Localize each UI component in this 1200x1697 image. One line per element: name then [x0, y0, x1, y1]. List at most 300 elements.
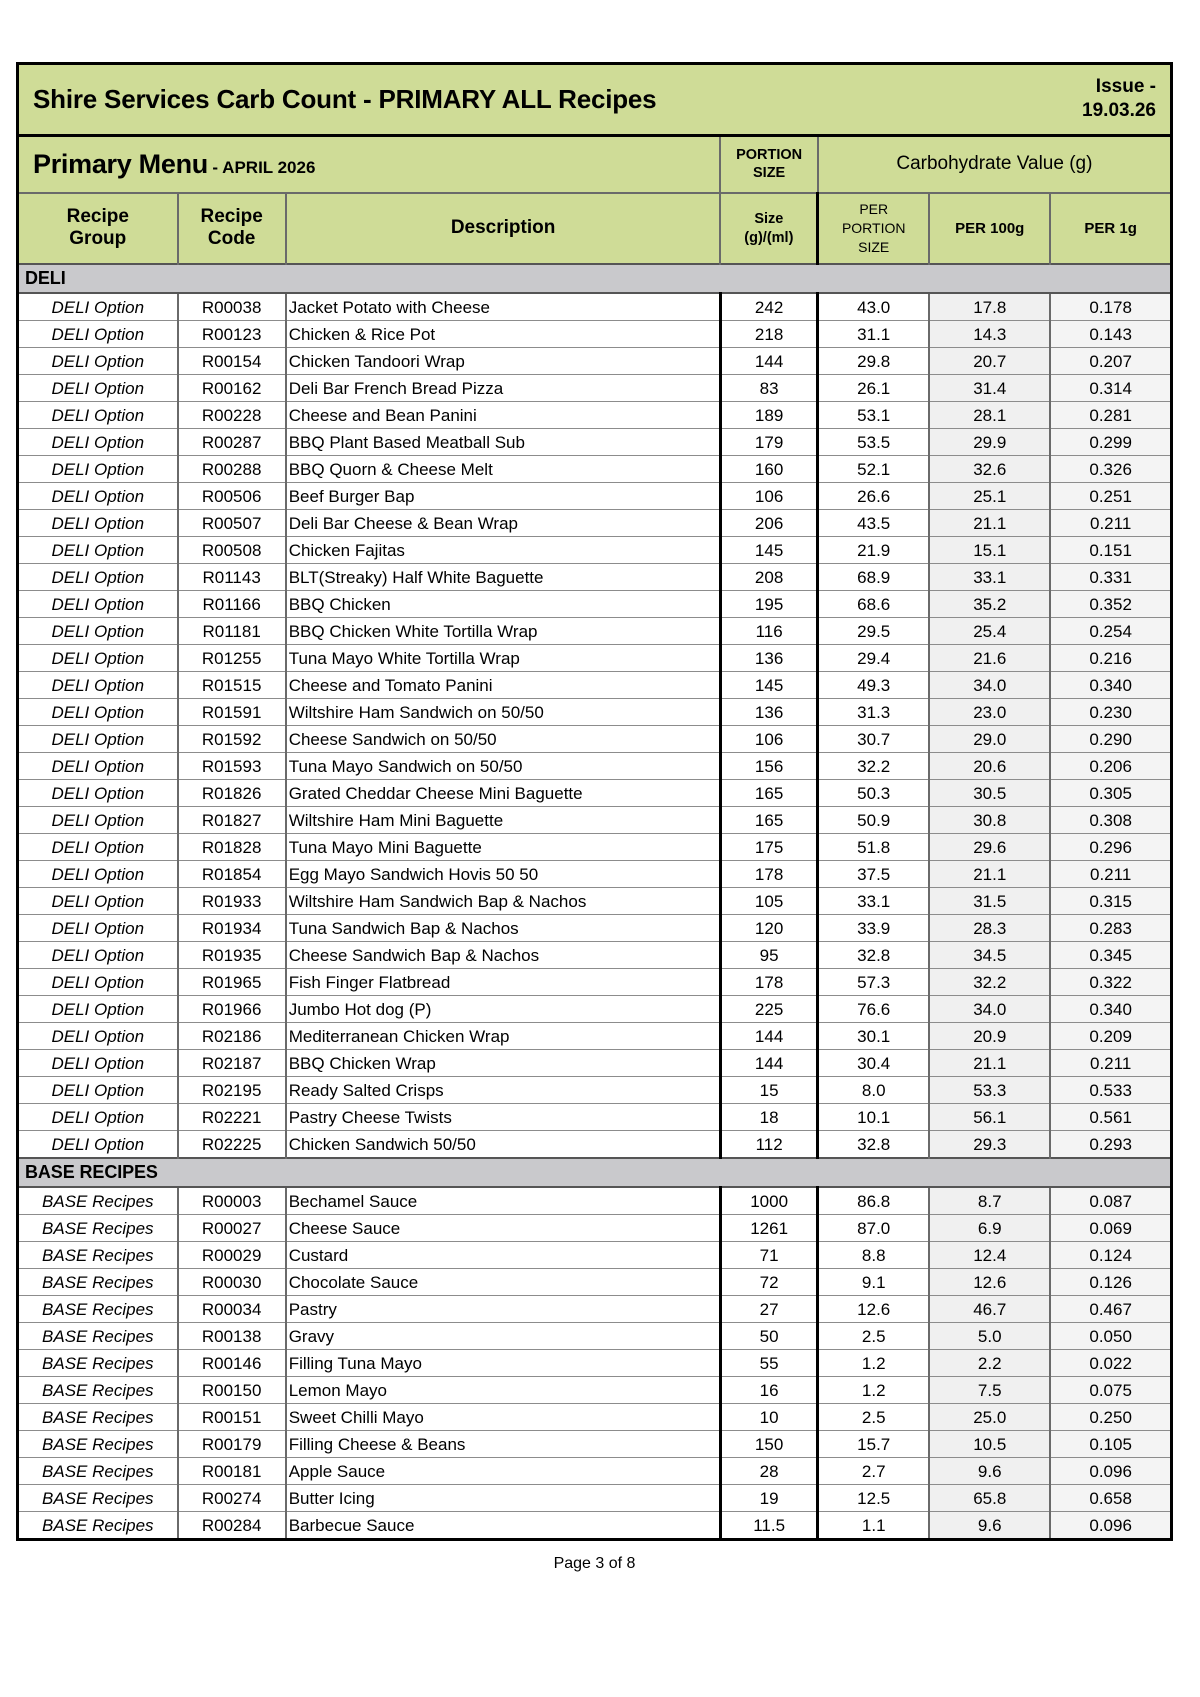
cell-portion-size: 145: [720, 537, 817, 564]
issue-label: Issue -: [1095, 76, 1156, 97]
cell-description: Cheese Sauce: [286, 1215, 721, 1242]
cell-per-100g: 14.3: [929, 321, 1050, 348]
cell-per-1g: 0.561: [1050, 1104, 1171, 1131]
column-header-row: [18, 193, 1172, 265]
cell-recipe-code: R00154: [178, 348, 286, 375]
cell-recipe-code: R00506: [178, 483, 286, 510]
cell-portion-size: 150: [720, 1431, 817, 1458]
table-row: [18, 1404, 1172, 1431]
table-row: [18, 1296, 1172, 1323]
cell-portion-size: 72: [720, 1269, 817, 1296]
table-row: [18, 429, 1172, 456]
cell-per-portion-size: 26.1: [818, 375, 929, 402]
cell-per-1g: 0.254: [1050, 618, 1171, 645]
section-header-row: [18, 264, 1172, 293]
table-row: [18, 483, 1172, 510]
cell-per-1g: 0.206: [1050, 753, 1171, 780]
cell-description: Butter Icing: [286, 1485, 721, 1512]
cell-recipe-code: R00003: [178, 1187, 286, 1215]
cell-per-portion-size: 30.4: [818, 1050, 929, 1077]
cell-description: Ready Salted Crisps: [286, 1077, 721, 1104]
cell-description: BBQ Chicken: [286, 591, 721, 618]
cell-recipe-code: R00508: [178, 537, 286, 564]
cell-recipe-group: DELI Option: [18, 834, 178, 861]
cell-description: Chicken & Rice Pot: [286, 321, 721, 348]
cell-recipe-code: R01593: [178, 753, 286, 780]
cell-per-1g: 0.283: [1050, 915, 1171, 942]
cell-per-portion-size: 8.8: [818, 1242, 929, 1269]
col-header-recipe-group-line1: Recipe: [66, 205, 129, 227]
cell-portion-size: 189: [720, 402, 817, 429]
cell-per-100g: 2.2: [929, 1350, 1050, 1377]
table-row: [18, 564, 1172, 591]
cell-per-portion-size: 33.9: [818, 915, 929, 942]
cell-recipe-code: R00038: [178, 293, 286, 321]
col-header-per-portion-line1: PER: [859, 200, 889, 217]
cell-recipe-code: R01935: [178, 942, 286, 969]
cell-recipe-group: BASE Recipes: [18, 1458, 178, 1485]
cell-recipe-code: R00151: [178, 1404, 286, 1431]
cell-recipe-group: BASE Recipes: [18, 1350, 178, 1377]
cell-recipe-code: R02225: [178, 1131, 286, 1159]
cell-portion-size: 165: [720, 807, 817, 834]
menu-subheader-row: [18, 135, 1172, 193]
table-row: [18, 348, 1172, 375]
cell-portion-size: 120: [720, 915, 817, 942]
cell-portion-size: 71: [720, 1242, 817, 1269]
cell-per-100g: 46.7: [929, 1296, 1050, 1323]
cell-per-1g: 0.340: [1050, 996, 1171, 1023]
section-title: BASE RECIPES: [18, 1158, 1172, 1187]
cell-description: Chocolate Sauce: [286, 1269, 721, 1296]
cell-per-portion-size: 33.1: [818, 888, 929, 915]
cell-description: Wiltshire Ham Sandwich on 50/50: [286, 699, 721, 726]
issue-date: 19.03.26: [1082, 100, 1156, 122]
cell-portion-size: 218: [720, 321, 817, 348]
table-row: [18, 780, 1172, 807]
cell-per-100g: 31.4: [929, 375, 1050, 402]
cell-description: Deli Bar French Bread Pizza: [286, 375, 721, 402]
cell-per-portion-size: 53.5: [818, 429, 929, 456]
cell-per-1g: 0.230: [1050, 699, 1171, 726]
cell-recipe-code: R00181: [178, 1458, 286, 1485]
cell-recipe-group: DELI Option: [18, 1104, 178, 1131]
table-row: [18, 1323, 1172, 1350]
cell-per-1g: 0.211: [1050, 510, 1171, 537]
table-row: [18, 1377, 1172, 1404]
cell-per-portion-size: 86.8: [818, 1187, 929, 1215]
cell-recipe-code: R00138: [178, 1323, 286, 1350]
cell-recipe-group: DELI Option: [18, 915, 178, 942]
cell-per-1g: 0.340: [1050, 672, 1171, 699]
table-row: [18, 726, 1172, 753]
cell-recipe-code: R00228: [178, 402, 286, 429]
cell-description: Tuna Sandwich Bap & Nachos: [286, 915, 721, 942]
table-row: [18, 969, 1172, 996]
cell-portion-size: 144: [720, 348, 817, 375]
table-row: [18, 1187, 1172, 1215]
cell-description: Apple Sauce: [286, 1458, 721, 1485]
cell-per-100g: 9.6: [929, 1512, 1050, 1540]
cell-recipe-group: DELI Option: [18, 537, 178, 564]
cell-description: BLT(Streaky) Half White Baguette: [286, 564, 721, 591]
table-row: [18, 1431, 1172, 1458]
cell-per-portion-size: 68.9: [818, 564, 929, 591]
cell-portion-size: 208: [720, 564, 817, 591]
col-header-size-line1: Size: [754, 211, 784, 228]
cell-per-portion-size: 50.9: [818, 807, 929, 834]
cell-portion-size: 1000: [720, 1187, 817, 1215]
cell-per-portion-size: 52.1: [818, 456, 929, 483]
cell-description: Jumbo Hot dog (P): [286, 996, 721, 1023]
cell-recipe-code: R00162: [178, 375, 286, 402]
col-header-per-1g: [1050, 193, 1171, 265]
col-header-recipe-group: [18, 193, 178, 265]
cell-per-1g: 0.216: [1050, 645, 1171, 672]
cell-recipe-code: R01826: [178, 780, 286, 807]
table-row: [18, 1512, 1172, 1540]
cell-portion-size: 28: [720, 1458, 817, 1485]
cell-recipe-code: R00034: [178, 1296, 286, 1323]
cell-description: Tuna Mayo Mini Baguette: [286, 834, 721, 861]
table-row: [18, 375, 1172, 402]
cell-per-1g: 0.658: [1050, 1485, 1171, 1512]
cell-description: Cheese and Tomato Panini: [286, 672, 721, 699]
cell-per-1g: 0.251: [1050, 483, 1171, 510]
cell-recipe-group: BASE Recipes: [18, 1431, 178, 1458]
cell-per-100g: 20.9: [929, 1023, 1050, 1050]
cell-recipe-group: DELI Option: [18, 807, 178, 834]
cell-portion-size: 11.5: [720, 1512, 817, 1540]
table-row: [18, 1104, 1172, 1131]
cell-description: Cheese Sandwich Bap & Nachos: [286, 942, 721, 969]
cell-per-1g: 0.467: [1050, 1296, 1171, 1323]
cell-portion-size: 50: [720, 1323, 817, 1350]
cell-portion-size: 106: [720, 726, 817, 753]
cell-portion-size: 178: [720, 969, 817, 996]
cell-description: Sweet Chilli Mayo: [286, 1404, 721, 1431]
cell-per-100g: 21.1: [929, 510, 1050, 537]
col-header-per-1g-label: PER 1g: [1084, 219, 1137, 237]
cell-per-1g: 0.290: [1050, 726, 1171, 753]
cell-recipe-code: R01934: [178, 915, 286, 942]
cell-per-portion-size: 12.6: [818, 1296, 929, 1323]
cell-recipe-code: R00284: [178, 1512, 286, 1540]
cell-per-1g: 0.299: [1050, 429, 1171, 456]
cell-description: Cheese Sandwich on 50/50: [286, 726, 721, 753]
cell-per-100g: 9.6: [929, 1458, 1050, 1485]
cell-per-portion-size: 9.1: [818, 1269, 929, 1296]
cell-recipe-group: BASE Recipes: [18, 1269, 178, 1296]
cell-per-100g: 5.0: [929, 1323, 1050, 1350]
cell-per-1g: 0.151: [1050, 537, 1171, 564]
cell-per-portion-size: 32.2: [818, 753, 929, 780]
document-title-row: [18, 64, 1172, 136]
table-row: [18, 1215, 1172, 1242]
cell-per-portion-size: 30.1: [818, 1023, 929, 1050]
portion-size-header-line2: SIZE: [753, 165, 786, 182]
table-row: [18, 1485, 1172, 1512]
cell-recipe-group: DELI Option: [18, 375, 178, 402]
cell-recipe-group: BASE Recipes: [18, 1485, 178, 1512]
cell-per-1g: 0.096: [1050, 1458, 1171, 1485]
cell-recipe-group: BASE Recipes: [18, 1512, 178, 1540]
page-title: Shire Services Carb Count - PRIMARY ALL Recipes: [33, 83, 657, 114]
cell-per-1g: 0.305: [1050, 780, 1171, 807]
cell-per-100g: 6.9: [929, 1215, 1050, 1242]
cell-per-100g: 53.3: [929, 1077, 1050, 1104]
cell-per-portion-size: 76.6: [818, 996, 929, 1023]
col-header-per-100g-label: PER 100g: [955, 219, 1025, 237]
cell-description: Chicken Sandwich 50/50: [286, 1131, 721, 1159]
carbohydrate-value-header: Carbohydrate Value (g): [818, 135, 1172, 193]
page-footer: Page 3 of 8: [553, 1555, 636, 1573]
cell-per-portion-size: 50.3: [818, 780, 929, 807]
cell-per-1g: 0.105: [1050, 1431, 1171, 1458]
cell-per-portion-size: 1.2: [818, 1377, 929, 1404]
cell-portion-size: 206: [720, 510, 817, 537]
cell-per-100g: 12.4: [929, 1242, 1050, 1269]
cell-per-portion-size: 15.7: [818, 1431, 929, 1458]
cell-per-portion-size: 12.5: [818, 1485, 929, 1512]
cell-description: Chicken Tandoori Wrap: [286, 348, 721, 375]
cell-portion-size: 160: [720, 456, 817, 483]
table-row: [18, 321, 1172, 348]
cell-recipe-code: R00146: [178, 1350, 286, 1377]
col-header-description: [286, 193, 721, 265]
cell-per-1g: 0.178: [1050, 293, 1171, 321]
cell-portion-size: 136: [720, 699, 817, 726]
cell-portion-size: 178: [720, 861, 817, 888]
cell-per-100g: 34.0: [929, 996, 1050, 1023]
cell-recipe-group: DELI Option: [18, 1023, 178, 1050]
cell-per-100g: 21.1: [929, 1050, 1050, 1077]
cell-recipe-group: DELI Option: [18, 483, 178, 510]
col-header-per-portion-line3: SIZE: [858, 239, 890, 255]
cell-recipe-code: R02195: [178, 1077, 286, 1104]
col-header-size: [720, 193, 817, 265]
menu-name-cell: [18, 135, 721, 193]
cell-recipe-group: BASE Recipes: [18, 1242, 178, 1269]
cell-recipe-code: R00030: [178, 1269, 286, 1296]
cell-per-100g: 34.5: [929, 942, 1050, 969]
cell-per-portion-size: 31.1: [818, 321, 929, 348]
cell-description: Pastry Cheese Twists: [286, 1104, 721, 1131]
cell-recipe-group: DELI Option: [18, 996, 178, 1023]
cell-description: Grated Cheddar Cheese Mini Baguette: [286, 780, 721, 807]
cell-per-100g: 21.1: [929, 861, 1050, 888]
cell-recipe-group: DELI Option: [18, 510, 178, 537]
cell-recipe-group: DELI Option: [18, 456, 178, 483]
cell-recipe-group: BASE Recipes: [18, 1215, 178, 1242]
cell-portion-size: 18: [720, 1104, 817, 1131]
cell-per-portion-size: 43.5: [818, 510, 929, 537]
cell-recipe-group: DELI Option: [18, 1077, 178, 1104]
col-header-per-100g: [929, 193, 1050, 265]
cell-recipe-group: DELI Option: [18, 321, 178, 348]
cell-recipe-group: BASE Recipes: [18, 1404, 178, 1431]
cell-portion-size: 156: [720, 753, 817, 780]
cell-portion-size: 16: [720, 1377, 817, 1404]
col-header-recipe-code-line1: Recipe: [200, 205, 263, 227]
cell-portion-size: 27: [720, 1296, 817, 1323]
cell-per-1g: 0.050: [1050, 1323, 1171, 1350]
cell-per-1g: 0.331: [1050, 564, 1171, 591]
cell-recipe-code: R00027: [178, 1215, 286, 1242]
table-row: [18, 1050, 1172, 1077]
cell-portion-size: 136: [720, 645, 817, 672]
cell-per-1g: 0.281: [1050, 402, 1171, 429]
cell-per-100g: 29.0: [929, 726, 1050, 753]
cell-recipe-code: R01933: [178, 888, 286, 915]
cell-per-100g: 29.3: [929, 1131, 1050, 1159]
cell-per-1g: 0.143: [1050, 321, 1171, 348]
cell-description: Egg Mayo Sandwich Hovis 50 50: [286, 861, 721, 888]
portion-size-header: [720, 135, 817, 193]
cell-per-portion-size: 26.6: [818, 483, 929, 510]
cell-per-portion-size: 37.5: [818, 861, 929, 888]
cell-description: BBQ Quorn & Cheese Melt: [286, 456, 721, 483]
cell-recipe-code: R01965: [178, 969, 286, 996]
cell-recipe-code: R00150: [178, 1377, 286, 1404]
table-row: [18, 861, 1172, 888]
cell-per-portion-size: 51.8: [818, 834, 929, 861]
cell-recipe-group: DELI Option: [18, 753, 178, 780]
col-header-size-line2: (g)/(ml): [744, 230, 794, 247]
cell-per-portion-size: 49.3: [818, 672, 929, 699]
cell-per-portion-size: 29.8: [818, 348, 929, 375]
cell-description: Tuna Mayo Sandwich on 50/50: [286, 753, 721, 780]
cell-description: Gravy: [286, 1323, 721, 1350]
cell-recipe-group: DELI Option: [18, 591, 178, 618]
cell-description: BBQ Chicken Wrap: [286, 1050, 721, 1077]
cell-portion-size: 55: [720, 1350, 817, 1377]
table-row: [18, 402, 1172, 429]
portion-size-header-line1: PORTION: [736, 147, 803, 163]
cell-description: Tuna Mayo White Tortilla Wrap: [286, 645, 721, 672]
cell-per-portion-size: 1.2: [818, 1350, 929, 1377]
table-row: [18, 888, 1172, 915]
cell-per-100g: 10.5: [929, 1431, 1050, 1458]
cell-per-portion-size: 43.0: [818, 293, 929, 321]
cell-per-1g: 0.326: [1050, 456, 1171, 483]
table-row: [18, 510, 1172, 537]
col-header-per-portion-line2: PORTION: [841, 219, 906, 236]
cell-description: Pastry: [286, 1296, 721, 1323]
cell-per-portion-size: 30.7: [818, 726, 929, 753]
cell-recipe-code: R01515: [178, 672, 286, 699]
cell-per-1g: 0.069: [1050, 1215, 1171, 1242]
cell-per-1g: 0.211: [1050, 861, 1171, 888]
cell-recipe-group: DELI Option: [18, 1131, 178, 1159]
cell-recipe-code: R00507: [178, 510, 286, 537]
cell-recipe-code: R00288: [178, 456, 286, 483]
table-row: [18, 807, 1172, 834]
cell-portion-size: 95: [720, 942, 817, 969]
cell-recipe-code: R00287: [178, 429, 286, 456]
cell-per-portion-size: 87.0: [818, 1215, 929, 1242]
table-row: [18, 699, 1172, 726]
cell-recipe-code: R01828: [178, 834, 286, 861]
cell-per-portion-size: 32.8: [818, 1131, 929, 1159]
cell-per-portion-size: 2.5: [818, 1323, 929, 1350]
cell-per-1g: 0.352: [1050, 591, 1171, 618]
cell-recipe-code: R00274: [178, 1485, 286, 1512]
cell-per-100g: 30.8: [929, 807, 1050, 834]
cell-per-100g: 29.9: [929, 429, 1050, 456]
table-row: [18, 293, 1172, 321]
table-row: [18, 1269, 1172, 1296]
table-row: [18, 645, 1172, 672]
table-row: [18, 1242, 1172, 1269]
cell-per-portion-size: 10.1: [818, 1104, 929, 1131]
cell-per-100g: 35.2: [929, 591, 1050, 618]
cell-recipe-code: R01255: [178, 645, 286, 672]
cell-portion-size: 10: [720, 1404, 817, 1431]
table-row: [18, 672, 1172, 699]
cell-per-portion-size: 29.4: [818, 645, 929, 672]
cell-per-100g: 25.0: [929, 1404, 1050, 1431]
cell-portion-size: 15: [720, 1077, 817, 1104]
cell-per-100g: 23.0: [929, 699, 1050, 726]
cell-per-1g: 0.315: [1050, 888, 1171, 915]
table-row: [18, 1023, 1172, 1050]
cell-per-portion-size: 21.9: [818, 537, 929, 564]
cell-per-1g: 0.075: [1050, 1377, 1171, 1404]
cell-description: Filling Cheese & Beans: [286, 1431, 721, 1458]
cell-description: BBQ Plant Based Meatball Sub: [286, 429, 721, 456]
col-header-description-label: Description: [450, 217, 556, 238]
table-row: [18, 1458, 1172, 1485]
cell-portion-size: 179: [720, 429, 817, 456]
cell-portion-size: 144: [720, 1050, 817, 1077]
cell-per-100g: 28.1: [929, 402, 1050, 429]
cell-per-1g: 0.533: [1050, 1077, 1171, 1104]
cell-recipe-code: R02221: [178, 1104, 286, 1131]
cell-recipe-code: R01143: [178, 564, 286, 591]
cell-per-100g: 12.6: [929, 1269, 1050, 1296]
menu-name: Primary Menu: [33, 148, 208, 179]
cell-per-1g: 0.296: [1050, 834, 1171, 861]
cell-recipe-code: R01181: [178, 618, 286, 645]
cell-per-1g: 0.124: [1050, 1242, 1171, 1269]
cell-per-100g: 17.8: [929, 293, 1050, 321]
cell-per-100g: 25.4: [929, 618, 1050, 645]
cell-per-1g: 0.207: [1050, 348, 1171, 375]
cell-description: Jacket Potato with Cheese: [286, 293, 721, 321]
cell-portion-size: 225: [720, 996, 817, 1023]
carb-count-table: [16, 62, 1173, 1541]
cell-per-portion-size: 29.5: [818, 618, 929, 645]
cell-recipe-code: R01827: [178, 807, 286, 834]
cell-per-100g: 32.2: [929, 969, 1050, 996]
issue-block: [818, 64, 1172, 136]
cell-per-portion-size: 2.5: [818, 1404, 929, 1431]
cell-recipe-group: DELI Option: [18, 402, 178, 429]
cell-description: Lemon Mayo: [286, 1377, 721, 1404]
cell-recipe-code: R01966: [178, 996, 286, 1023]
cell-per-1g: 0.250: [1050, 1404, 1171, 1431]
cell-per-1g: 0.322: [1050, 969, 1171, 996]
cell-per-1g: 0.293: [1050, 1131, 1171, 1159]
cell-recipe-group: DELI Option: [18, 942, 178, 969]
cell-per-1g: 0.209: [1050, 1023, 1171, 1050]
cell-per-portion-size: 31.3: [818, 699, 929, 726]
table-row: [18, 618, 1172, 645]
cell-description: Chicken Fajitas: [286, 537, 721, 564]
cell-recipe-group: DELI Option: [18, 348, 178, 375]
cell-recipe-group: BASE Recipes: [18, 1323, 178, 1350]
